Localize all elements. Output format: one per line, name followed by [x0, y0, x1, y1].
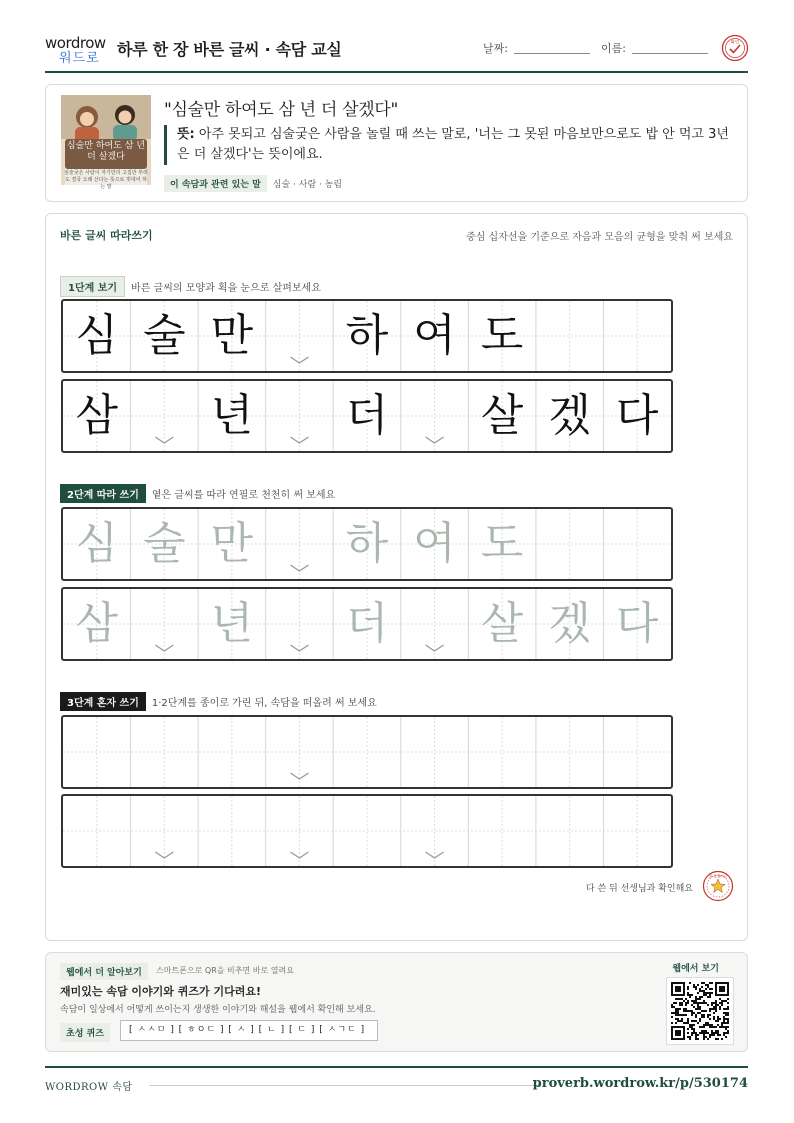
grid-cell: 만	[210, 310, 254, 361]
grid-cell: 술	[143, 518, 186, 569]
step1-text: 바른 글씨의 모양과 획을 눈으로 살펴보세요	[131, 283, 321, 294]
grid-cell	[266, 589, 334, 659]
grid-cell: 살	[480, 598, 524, 649]
grid-cell	[266, 301, 334, 371]
page-footer	[45, 1066, 748, 1096]
grid-cell: 삼	[75, 598, 119, 649]
grid-cell	[131, 381, 199, 451]
practice-section	[45, 213, 748, 941]
grid-cell: 심	[75, 310, 119, 361]
proverb-illustration	[61, 95, 151, 190]
grid-cell: 술	[143, 310, 186, 361]
step1-row-2	[61, 379, 673, 453]
svg-text:확인: 확인	[730, 40, 740, 46]
name-field[interactable]	[601, 40, 708, 56]
grid-cell: 다	[615, 390, 659, 441]
grid-cell	[536, 301, 604, 371]
step2-badge: 2단계 따라 쓰기	[60, 484, 146, 503]
page-title: 하루 한 장 바른 글씨 · 속담 교실	[117, 40, 342, 59]
step1-header	[60, 276, 321, 297]
meaning-text: 아주 못되고 심술궂은 사람을 놀릴 때 쓰는 말로, '너는 그 못된 마음보만으로도 밥 안 먹고 3년은 더 살겠다'는 뜻이에요.	[177, 127, 729, 162]
teacher-check-text: 다 쓴 뒤 선생님과 확인해요	[585, 884, 693, 894]
grid-cell	[266, 381, 334, 451]
date-field[interactable]	[483, 40, 590, 56]
step2-row-2[interactable]	[61, 587, 673, 661]
related-words	[164, 175, 342, 192]
grid-cell: 더	[345, 598, 389, 649]
grid-cell: 살	[480, 390, 524, 441]
practice-hint: 중심 십자선을 기준으로 자음과 모음의 균형을 맞춰 써 보세요	[466, 232, 733, 243]
name-label: 이름:	[601, 42, 626, 55]
quiz-label: 초성 퀴즈	[60, 1023, 110, 1042]
grid-cell: 겠	[548, 390, 591, 441]
practice-title: 바른 글씨 따라쓰기	[60, 229, 153, 242]
thumb-caption: 심술만 하여도 삼 년 더 살겠다	[66, 141, 146, 162]
chosung-quiz: [ ㅅㅅㅁ ] [ ㅎㅇㄷ ] [ ㅅ ] [ ㄴ ] [ ㄷ ] [ ㅅㄱㄷ ]	[120, 1020, 378, 1041]
grid-cell: 더	[345, 390, 389, 441]
svg-text:참 잘했어요: 참 잘했어요	[708, 874, 728, 879]
step1-badge: 1단계 보기	[60, 276, 125, 297]
grid-cell: 삼	[75, 390, 119, 441]
web-more-heading: 재미있는 속담 이야기와 퀴즈가 기다려요!	[60, 985, 261, 998]
star-stamp-icon	[702, 870, 734, 902]
step2-header	[60, 484, 335, 503]
grid-cell	[603, 301, 671, 371]
related-list: 심술 · 사람 · 농림	[272, 180, 343, 190]
grid-cell: 만	[210, 518, 254, 569]
grid-cell: 도	[480, 310, 524, 361]
grid-cell: 다	[615, 598, 659, 649]
proverb-title: "심술만 하여도 삼 년 더 살겠다"	[164, 100, 399, 120]
step1-row-1	[61, 299, 673, 373]
grid-cell	[401, 381, 469, 451]
related-label: 이 속담과 관련 있는 말	[164, 175, 267, 192]
grid-cell	[401, 589, 469, 659]
grid-cell: 년	[210, 598, 254, 649]
web-view-label: 웹에서 보기	[672, 964, 719, 974]
step3-badge: 3단계 혼자 쓰기	[60, 692, 146, 711]
grid-cell: 하	[345, 310, 389, 361]
grid-cell: 겠	[548, 598, 591, 649]
thumb-subtext: 심술궂은 사람이 자기만의 고집만 부려도 결국 오래 산다는 뜻으로 빗대어 하는 말	[64, 170, 148, 190]
wordrow-logo: wordrow 워드로	[45, 34, 106, 66]
grid-cell: 하	[345, 518, 389, 569]
step3-text: 1·2단계를 종이로 가린 뒤, 속담을 떠올려 써 보세요	[151, 698, 377, 709]
check-stamp-icon	[721, 34, 749, 62]
grid-cell: 여	[413, 310, 456, 361]
grid-cell	[266, 509, 334, 579]
step2-text: 옅은 글씨를 따라 연필로 천천히 써 보세요	[151, 490, 336, 501]
web-more-hint: 스마트폰으로 QR을 비추면 바로 열려요	[156, 966, 294, 975]
web-more-section	[45, 952, 748, 1052]
step3-header	[60, 692, 377, 711]
grid-cell	[603, 509, 671, 579]
footer-brand: WORDROW 속담	[45, 1082, 133, 1093]
date-label: 날짜:	[483, 42, 508, 55]
grid-cell: 년	[210, 390, 254, 441]
proverb-meaning	[164, 125, 729, 165]
grid-cell: 여	[413, 518, 456, 569]
grid-cell	[131, 589, 199, 659]
web-more-tag: 웹에서 더 알아보기	[60, 963, 148, 980]
step3-row-1[interactable]	[61, 715, 673, 789]
meaning-label: 뜻:	[177, 127, 195, 142]
step3-row-2[interactable]	[61, 794, 673, 868]
grid-cell	[536, 509, 604, 579]
grid-cell: 심	[75, 518, 119, 569]
grid-cell: 도	[480, 518, 524, 569]
step2-row-1[interactable]	[61, 507, 673, 581]
qr-code-icon[interactable]	[666, 977, 734, 1045]
footer-url[interactable]: proverb.wordrow.kr/p/530174	[532, 1076, 748, 1091]
page-header	[45, 28, 748, 73]
proverb-card	[45, 84, 748, 202]
web-more-desc: 속담이 일상에서 어떻게 쓰이는지 생생한 이야기와 해설을 웹에서 확인해 보세요.	[60, 1005, 376, 1015]
